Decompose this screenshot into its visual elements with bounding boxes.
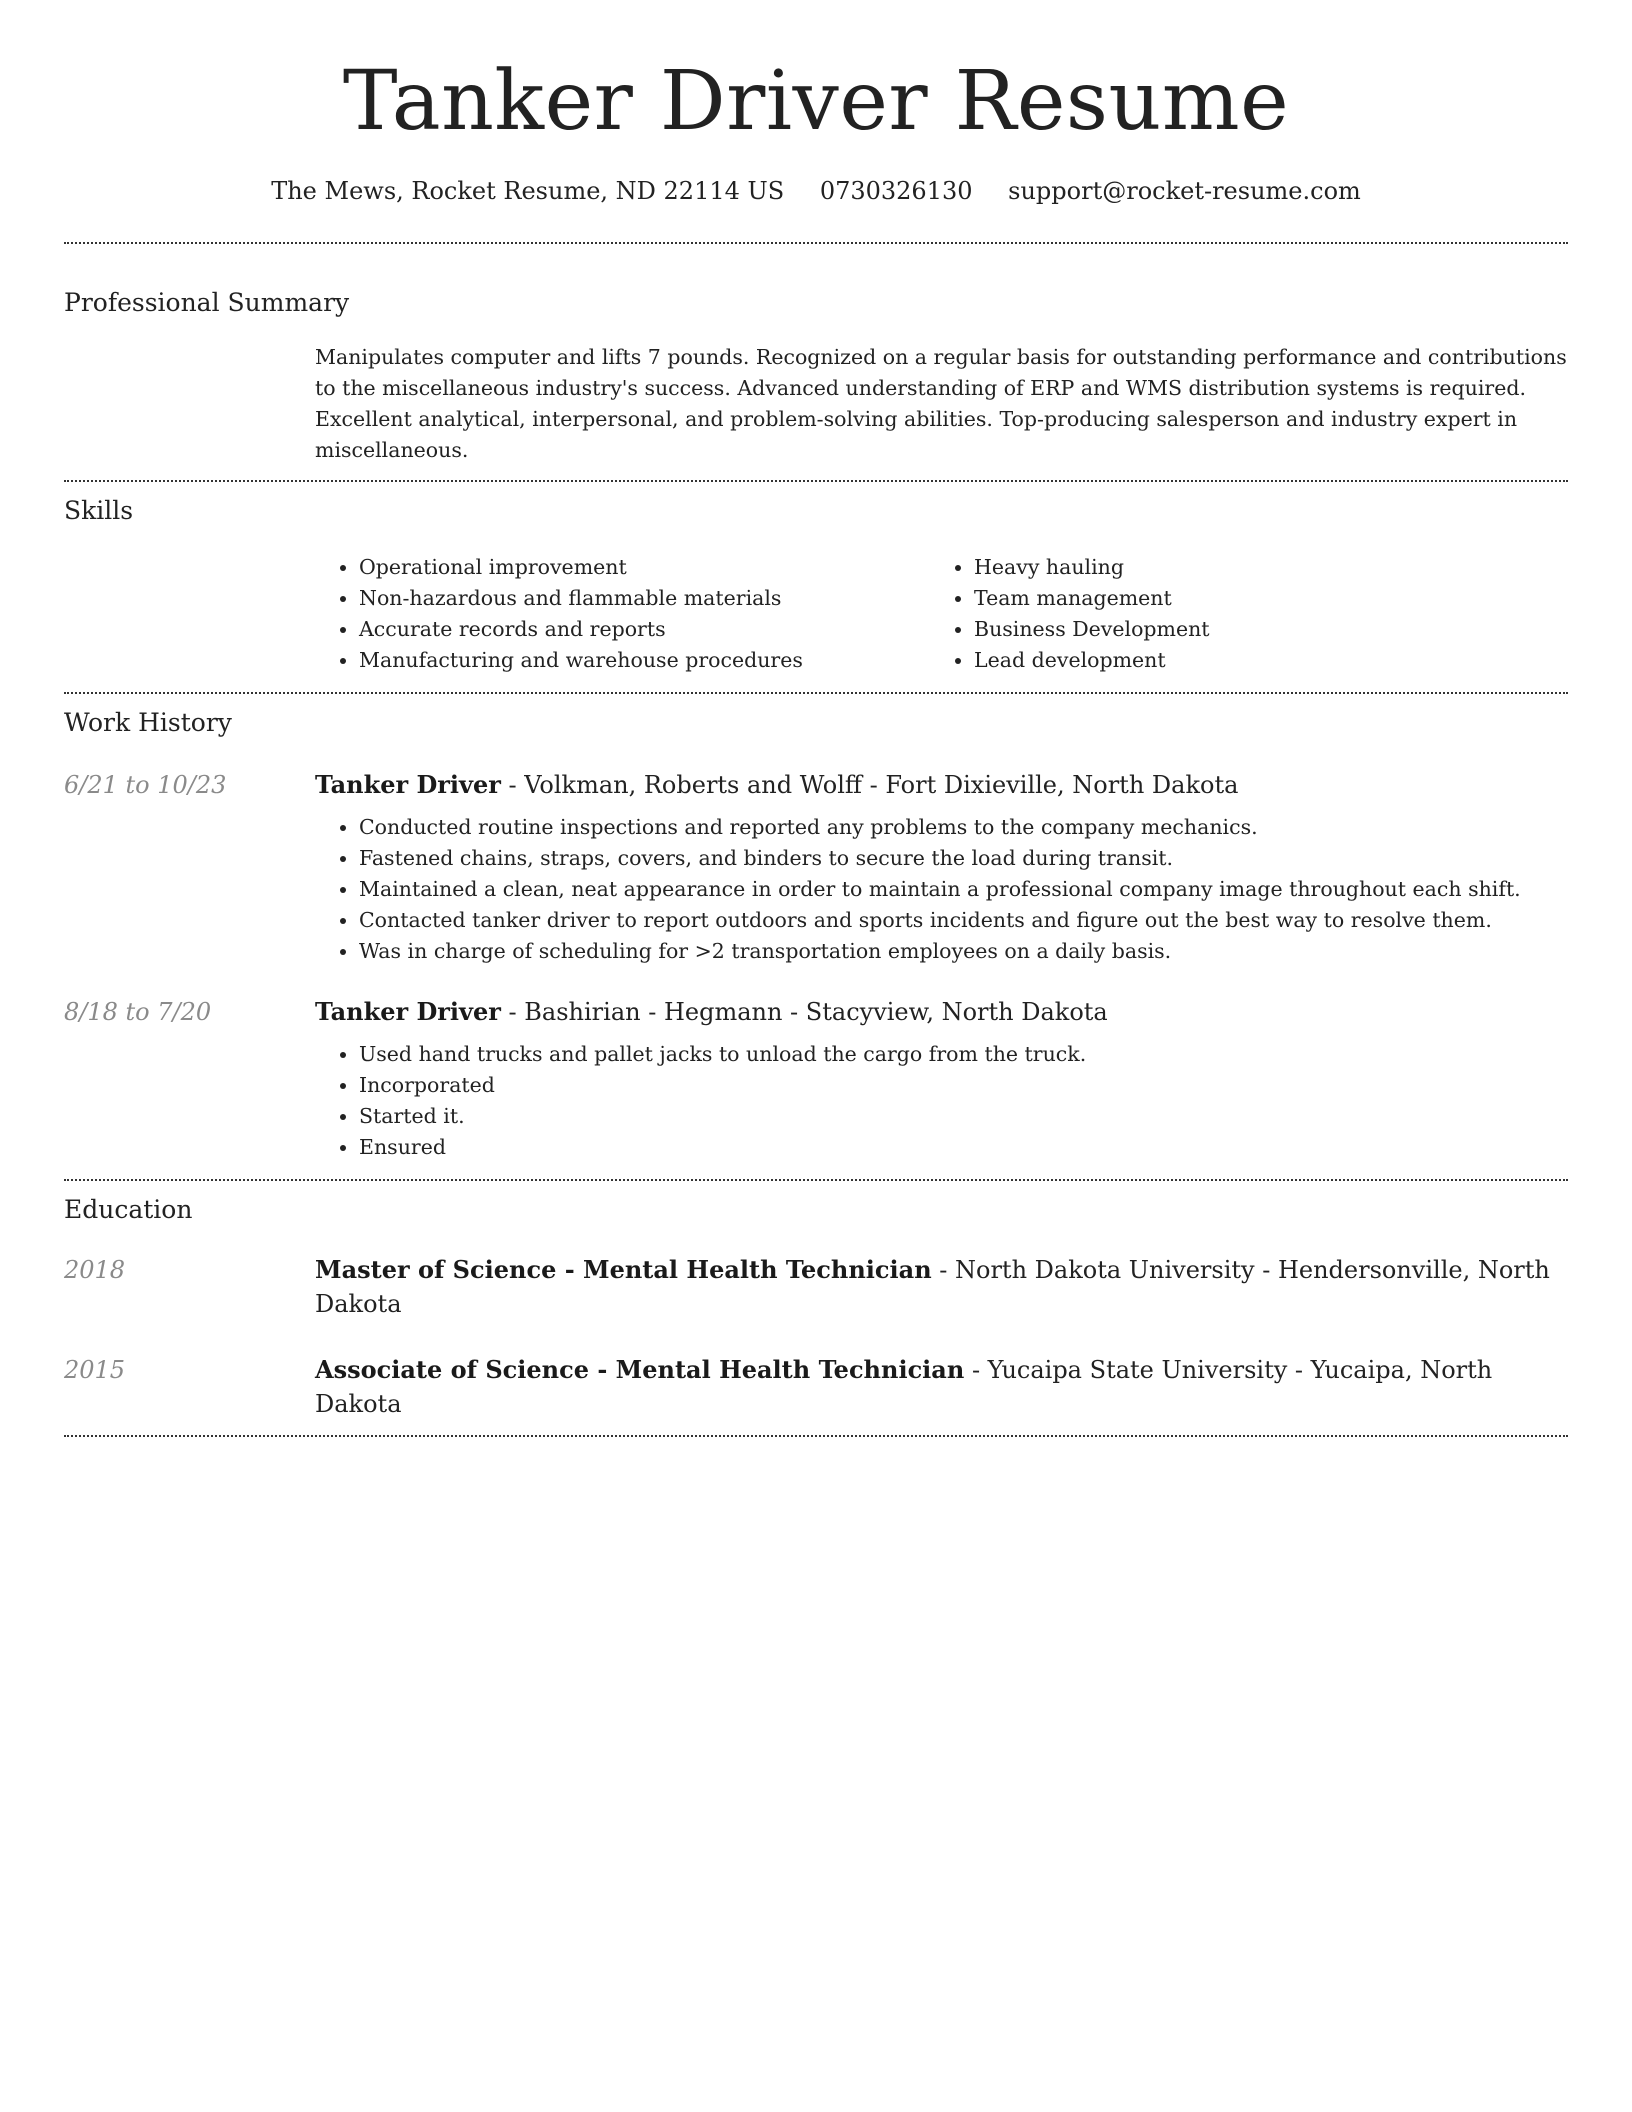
job-heading [315,995,1568,1029]
skills-heading: Skills [64,496,134,525]
work-history-section [64,694,1568,1179]
skills-section [64,482,1568,692]
job-employer-location: - Volkman, Roberts and Wolff - Fort Dixieville, North Dakota [500,771,1239,799]
job-dates: 8/18 to 7/20 [64,998,212,1026]
education-year: 2018 [64,1256,126,1284]
education-year: 2015 [64,1356,126,1384]
job-body [315,995,1568,1163]
contact-email: support@rocket-resume.com [1008,177,1361,205]
divider [64,1435,1568,1437]
skill-item: • Accurate records and reports [359,614,930,645]
job-dates: 6/21 to 10/23 [64,771,227,799]
skill-item: • Manufacturing and warehouse procedures [359,645,930,676]
skill-item: • Heavy hauling [974,552,1545,583]
job-body [315,768,1568,967]
job-bullet: • Started it. [359,1101,1568,1132]
skill-item: • Business Development [974,614,1545,645]
education-heading: Education [64,1195,193,1224]
page-title: Tanker Driver Resume [342,54,1290,149]
section-spacer [64,1163,1568,1179]
education-school-location: - North Dakota University - Hendersonville, North Dakota [315,1256,1550,1318]
education-section [64,1181,1568,1435]
contact-line [64,174,1568,208]
summary-heading: Professional Summary [64,288,350,317]
education-heading-line [315,1353,1568,1421]
skill-item: • Lead development [974,645,1545,676]
skill-item: • Team management [974,583,1545,614]
job-heading [315,768,1568,802]
education-entry [64,1353,1568,1421]
skills-grid [315,552,1568,692]
contact-address: The Mews, Rocket Resume, ND 22114 US [271,177,785,205]
job-bullet: • Fastened chains, straps, covers, and binders to secure the load during transit. [359,843,1568,874]
job-bullet: • Incorporated [359,1070,1568,1101]
job-bullet: • Used hand trucks and pallet jacks to unload the cargo from the truck. [359,1039,1568,1070]
education-degree: Associate of Science - Mental Health Technician [315,1355,965,1384]
job-bullet: • Maintained a clean, neat appearance in order to maintain a professional company image throughout each shift. [359,874,1568,905]
education-school-location: - Yucaipa State University - Yucaipa, North Dakota [315,1356,1493,1418]
work-history-heading: Work History [64,708,232,737]
job-entry [64,995,1568,1163]
summary-text: Manipulates computer and lifts 7 pounds. Recognized on a regular basis for outstanding performance and contributions to the miscellaneous industry's success. Advanced understanding of ERP and WMS distribution systems is required. Excellent analytical, interpersonal, and problem-solving abilities. Top-producing salesperson and industry expert in miscellaneous. [315,345,1567,462]
skills-column-right [930,552,1545,676]
skill-item: • Non-hazardous and flammable materials [359,583,930,614]
job-title: Tanker Driver [315,770,501,799]
job-bullets [315,812,1568,967]
section-spacer [64,1421,1568,1435]
education-entry [64,1253,1568,1321]
education-degree: Master of Science - Mental Health Technician [315,1255,932,1284]
job-bullet: • Ensured [359,1132,1568,1163]
job-employer-location: - Bashirian - Hegmann - Stacyview, North Dakota [500,998,1108,1026]
job-bullet: • Was in charge of scheduling for >2 transportation employees on a daily basis. [359,936,1568,967]
job-bullet: • Contacted tanker driver to report outdoors and sports incidents and figure out the best way to resolve them. [359,905,1568,936]
job-bullet: • Conducted routine inspections and reported any problems to the company mechanics. [359,812,1568,843]
job-entry [64,768,1568,967]
contact-phone: 0730326130 [819,177,973,205]
skills-column-left [315,552,930,676]
job-title: Tanker Driver [315,997,501,1026]
education-heading-line [315,1253,1568,1321]
skill-item: • Operational improvement [359,552,930,583]
summary-section [64,244,1568,480]
job-bullets [315,1039,1568,1163]
